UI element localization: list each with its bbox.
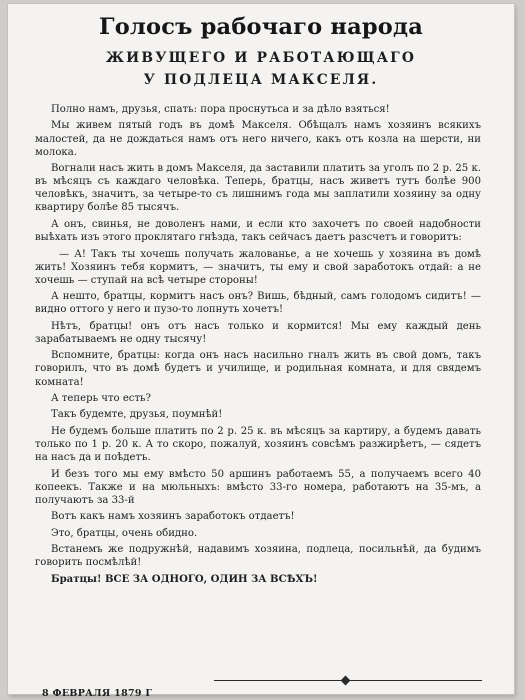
paragraph: А онъ, свинья, не доволенъ нами, и если кто захочетъ по своей надобности выѣхать изъ этого проклятаго гнѣзда, такъ сейчасъ даетъ разсчетъ и говоритъ: <box>35 218 481 244</box>
paragraph: Встанемъ же подружнѣй, надавимъ хозяина, подлеца, посильнѣй, да будимъ говорить посмѣлѣй! <box>35 544 481 569</box>
document-subtitle-line-2: У ПОДЛЕЦА МАКСЕЛЯ. <box>143 72 379 88</box>
leaflet-sheet <box>8 4 514 699</box>
paragraph: А теперь что есть? <box>51 393 151 404</box>
paragraph: И безъ того мы ему вмѣсто 50 аршинъ работаемъ 55, а получаемъ всего 40 копеекъ. Также и на мюльныхъ: вмѣсто 33-го номера, работаютъ на 35-мъ, а получаютъ за 33-й <box>35 468 481 506</box>
paragraph: Вспомните, братцы: когда онъ насъ насильно гналъ жить въ свой домъ, такъ говорилъ, что въ домѣ будетъ и училище, и родильная комната, и для свядемъ комната! <box>35 350 481 388</box>
paragraph: Нѣтъ, братцы! онъ отъ насъ только и кормится! Мы ему каждый день зарабатываемъ не одну тысячу! <box>35 320 481 345</box>
closing-slogan: Братцы! ВСЕ ЗА ОДНОГО, ОДИН ЗА ВСѢХЪ! <box>51 573 318 585</box>
paragraph: Мы живем пятый годъ въ домѣ Макселя. Обѣщалъ намъ хозяинъ всякихъ малостей, да не дождаться намъ отъ него ничего, какъ отъ козла на шерсти, ни молока. <box>35 120 481 158</box>
paragraph: Полно намъ, друзья, спать: пора проснутьса и за дѣло взяться! <box>51 104 390 115</box>
paragraph: Вотъ какъ намъ хозяинъ заработокъ отдаетъ! <box>51 511 295 523</box>
paragraph: Такъ будемте, друзья, поумнѣй! <box>51 409 223 421</box>
divider-rule <box>214 680 482 681</box>
paragraph: Не будемъ больше платить по 2 р. 25 к. въ мѣсяцъ за картиру, а будемъ давать только по 1 р. 20 к. А то скоро, пожалуй, хозяинъ совсѣмъ разжирѣетъ, — сядетъ на насъ да и поѣдетъ. <box>35 425 481 464</box>
paragraph: Это, братцы, очень обидно. <box>51 527 198 539</box>
document-date: 8 ФЕВРАЛЯ 1879 Г <box>42 688 153 699</box>
paragraph: Вогнали насъ жить в домъ Макселя, да заставили платить за уголъ по 2 р. 25 к. въ мѣсяцъ съ каждаго человѣка. Теперь, братцы, насъ живетъ тутъ болѣе 900 человѣкъ, значитъ, за четыре-то съ лишнимъ года мы заплатили хозяину за одну квартиру болѣе 85 тысячъ. <box>35 163 481 214</box>
document-subtitle-line-1: ЖИВУЩЕГО И РАБОТАЮЩАГО <box>105 50 417 66</box>
paragraph: — А! Такъ ты хочешь получать жалованье, а не хочешь у хозяина въ домѣ жить! Хозяинъ тебя кормитъ, — значитъ, ты ему и свой заработокъ отдай: а не хочешь — ступай на всѣ четыре стороны! <box>35 248 481 286</box>
paragraph: А нешто, братцы, кормитъ насъ онъ? Вишь, бѣдный, самъ голодомъ сидитъ! — видно оттого у него и пузо-то лопнуть хочетъ! <box>35 291 481 316</box>
document-title: Голосъ рабочаго народа <box>99 14 423 40</box>
document-body <box>35 103 481 589</box>
